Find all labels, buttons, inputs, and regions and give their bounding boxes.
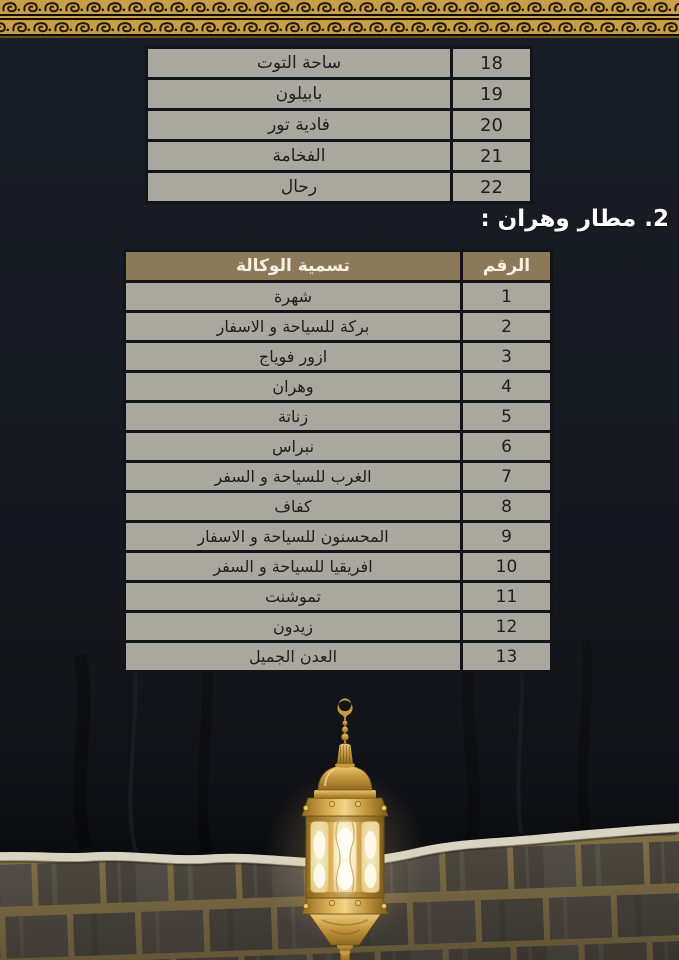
agency-number-cell: 19 xyxy=(452,79,532,110)
agency-name-cell: المحسنون للسياحة و الاسفار xyxy=(125,522,462,552)
table-row xyxy=(125,462,552,492)
table-row xyxy=(125,552,552,582)
agency-name-cell: ازور فوياج xyxy=(125,342,462,372)
table-row xyxy=(147,48,532,79)
agency-number-cell: 13 xyxy=(462,642,552,672)
oran-airport-agencies-table xyxy=(123,249,553,673)
table-header-row xyxy=(125,251,552,282)
table-row xyxy=(125,492,552,522)
agency-name-cell: شهرة xyxy=(125,282,462,312)
agency-number-cell: 7 xyxy=(462,462,552,492)
agency-name-cell: بابيلون xyxy=(147,79,452,110)
agency-name-cell: نبراس xyxy=(125,432,462,462)
agency-number-cell: 3 xyxy=(462,342,552,372)
agency-name-cell: زناتة xyxy=(125,402,462,432)
agency-number-cell: 22 xyxy=(452,172,532,203)
number-column-header: الرقم xyxy=(462,251,552,282)
agency-number-cell: 1 xyxy=(462,282,552,312)
agency-name-cell: الغرب للسياحة و السفر xyxy=(125,462,462,492)
agency-name-cell: زيدون xyxy=(125,612,462,642)
table-row xyxy=(125,372,552,402)
agency-name-cell: تموشنت xyxy=(125,582,462,612)
table-row xyxy=(125,402,552,432)
agency-name-cell: كفاف xyxy=(125,492,462,522)
table-row xyxy=(147,141,532,172)
table-row xyxy=(147,172,532,203)
table-row xyxy=(125,522,552,552)
agency-number-cell: 21 xyxy=(452,141,532,172)
ornamental-border-icon xyxy=(0,0,679,38)
agency-name-cell: ساحة التوت xyxy=(147,48,452,79)
agencies-table-continued xyxy=(145,46,533,204)
agency-name-cell: العدن الجميل xyxy=(125,642,462,672)
agency-number-cell: 11 xyxy=(462,582,552,612)
agency-number-cell: 5 xyxy=(462,402,552,432)
table-row xyxy=(147,79,532,110)
table-row xyxy=(125,642,552,672)
section-heading: 2. مطار وهران : xyxy=(480,206,669,232)
agency-name-cell: بركة للسياحة و الاسفار xyxy=(125,312,462,342)
agency-number-cell: 4 xyxy=(462,372,552,402)
agency-number-cell: 18 xyxy=(452,48,532,79)
agency-number-cell: 8 xyxy=(462,492,552,522)
agency-name-cell: الفخامة xyxy=(147,141,452,172)
agency-number-cell: 20 xyxy=(452,110,532,141)
table-row xyxy=(147,110,532,141)
table-row xyxy=(125,432,552,462)
agency-name-cell: فادية تور xyxy=(147,110,452,141)
agency-name-cell: وهران xyxy=(125,372,462,402)
table-row xyxy=(125,282,552,312)
table-row xyxy=(125,312,552,342)
table-row xyxy=(125,582,552,612)
table-row xyxy=(125,342,552,372)
agency-name-cell: افريقيا للسياحة و السفر xyxy=(125,552,462,582)
table-row xyxy=(125,612,552,642)
agency-name-column-header: تسمية الوكالة xyxy=(125,251,462,282)
agency-number-cell: 10 xyxy=(462,552,552,582)
agency-number-cell: 12 xyxy=(462,612,552,642)
agency-number-cell: 6 xyxy=(462,432,552,462)
agency-number-cell: 9 xyxy=(462,522,552,552)
agency-number-cell: 2 xyxy=(462,312,552,342)
agency-name-cell: رحال xyxy=(147,172,452,203)
